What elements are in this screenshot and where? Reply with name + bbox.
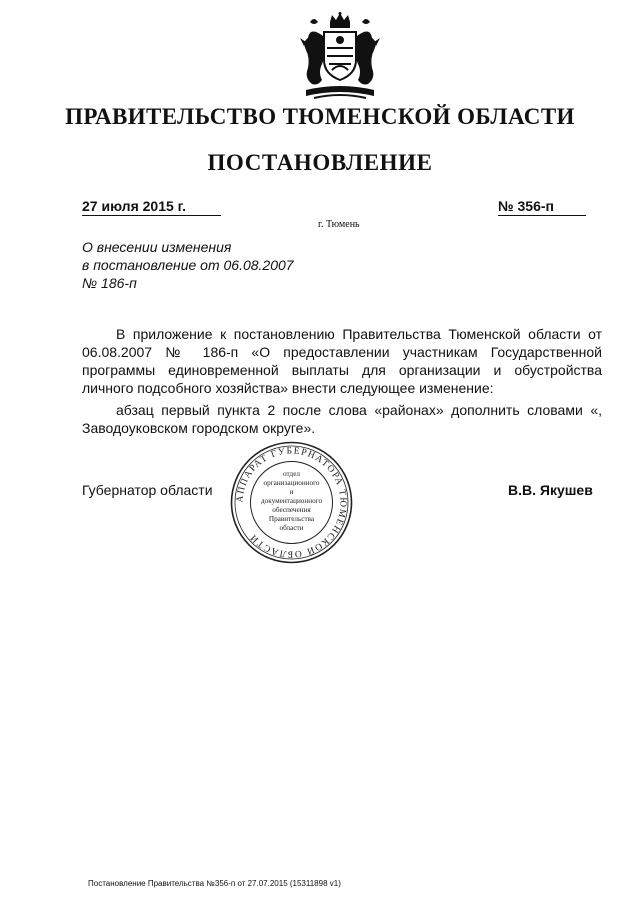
document-type-title: ПОСТАНОВЛЕНИЕ <box>207 150 433 175</box>
organization-title: ПРАВИТЕЛЬСТВО ТЮМЕНСКОЙ ОБЛАСТИ <box>65 104 575 129</box>
subject-line: № 186-п <box>82 275 137 291</box>
document-date: 27 июля 2015 г. <box>82 198 221 216</box>
document-number: № 356-п <box>498 198 586 216</box>
document-subject <box>82 238 402 292</box>
official-stamp <box>229 440 354 565</box>
document-body <box>82 325 602 441</box>
stamp-center-line: и <box>289 488 294 496</box>
stamp-ring-text-path: АППАРАТ ГУБЕРНАТОРА ТЮМЕНСКОЙ ОБЛАСТИ <box>235 446 348 559</box>
stamp-center-line: Правительства <box>268 515 315 523</box>
tyumen-coat-of-arms-icon <box>296 12 384 104</box>
stamp-center-line: документационного <box>260 497 323 505</box>
stamp-center-line: организационного <box>263 479 320 487</box>
stamp-center-line: обеспечения <box>272 506 311 514</box>
subject-line: О внесении изменения <box>82 239 232 255</box>
body-paragraph: В приложение к постановлению Правительства Тюменской области от 06.08.2007 № 186-п «О предоставлении участникам Государственной программы единовременной выплаты для организации и обустройства личного подсобного хозяйства» внести следующее изменение: <box>82 326 602 396</box>
stamp-center-line: области <box>279 524 304 532</box>
document-footer: Постановление Правительства №356-п от 27.07.2015 (15311898 v1) <box>88 879 341 888</box>
body-paragraph: абзац первый пункта 2 после слова «районах» дополнить словами «, Заводоуковском городском округе». <box>82 402 602 436</box>
signer-title: Губернатор области <box>82 482 213 498</box>
signer-name: В.В. Якушев <box>508 482 593 498</box>
document-city: г. Тюмень <box>318 219 360 230</box>
stamp-center-line: отдел <box>283 470 300 478</box>
subject-line: в постановление от 06.08.2007 <box>82 257 294 273</box>
